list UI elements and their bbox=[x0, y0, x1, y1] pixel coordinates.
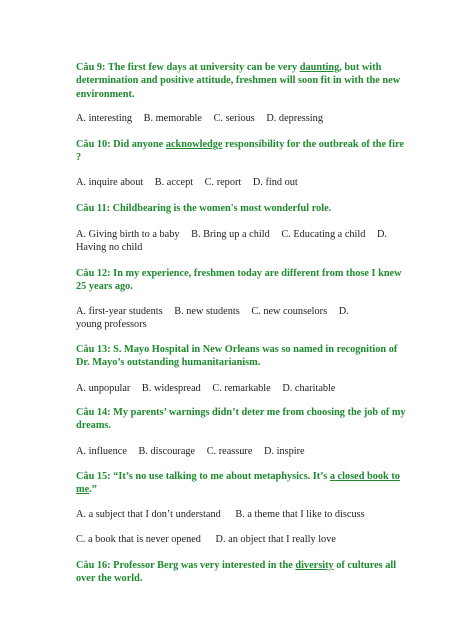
stem-text: Câu 16: Professor Berg was very interested in the bbox=[76, 560, 296, 571]
option-d: D. inspire bbox=[264, 446, 305, 457]
option-b: B. new students bbox=[174, 306, 240, 317]
option-a: A. a subject that I don’t understand bbox=[76, 509, 221, 520]
option-a: A. inquire about bbox=[76, 177, 144, 188]
option-d: D. depressing bbox=[266, 113, 323, 124]
option-a: A. first-year students bbox=[76, 306, 163, 317]
option-b: B. a theme that I like to discuss bbox=[235, 509, 365, 520]
question-15-options-row2 bbox=[76, 533, 416, 546]
option-d: D. an object that I really love bbox=[215, 534, 336, 545]
underlined-word: daunting bbox=[299, 62, 340, 73]
question-11-stem bbox=[76, 202, 408, 215]
option-b: B. Bring up a child bbox=[191, 229, 270, 240]
option-b: B. discourage bbox=[138, 446, 196, 457]
stem-text: .” bbox=[89, 484, 97, 496]
stem-text: responsibility for the outbreak of the fire ? bbox=[76, 139, 404, 164]
option-b: B. widespread bbox=[141, 383, 201, 394]
option-c: C. Educating a child bbox=[281, 229, 366, 240]
stem-text: Câu 10: Did anyone bbox=[76, 139, 166, 150]
underlined-phrase: a closed book to me bbox=[76, 471, 400, 496]
question-12-stem bbox=[76, 267, 408, 294]
option-c: C. a book that is never opened bbox=[76, 534, 201, 545]
question-13-stem bbox=[76, 343, 408, 370]
stem-text: Câu 13: S. Mayo Hospital in New Orleans was so named in recognition of Dr. Mayo’s outstanding humanitarianism. bbox=[76, 344, 398, 369]
underlined-word: diversity bbox=[295, 560, 334, 571]
stem-text: , but with determination and positive attitude, freshmen will soon fit in with the new environment. bbox=[76, 62, 401, 100]
question-14-stem bbox=[76, 406, 408, 433]
option-c: C. new counselors bbox=[251, 306, 328, 317]
question-9-stem bbox=[76, 61, 408, 101]
question-12-options bbox=[76, 305, 416, 318]
question-11-options-cont bbox=[76, 241, 416, 254]
stem-text: Câu 14: My parents’ warnings didn’t deter me from choosing the job of my dreams. bbox=[76, 407, 406, 432]
question-11-options bbox=[76, 228, 416, 241]
option-b: B. accept bbox=[154, 177, 194, 188]
option-a: A. Giving birth to a baby bbox=[76, 229, 180, 240]
option-d-text: Having no child bbox=[76, 242, 143, 253]
underlined-word: acknowledge bbox=[165, 139, 223, 150]
option-c: C. remarkable bbox=[212, 383, 271, 394]
stem-text: Câu 12: In my experience, freshmen today are different from those I knew 25 years ago. bbox=[76, 268, 402, 293]
option-c: C. serious bbox=[213, 113, 255, 124]
option-d: D. charitable bbox=[282, 383, 336, 394]
option-a: A. influence bbox=[76, 446, 127, 457]
option-c: C. report bbox=[204, 177, 242, 188]
option-d: D. find out bbox=[252, 177, 298, 188]
question-16-stem bbox=[76, 559, 408, 586]
question-15-options-row1 bbox=[76, 508, 416, 521]
option-c: C. reassure bbox=[206, 446, 253, 457]
question-10-stem bbox=[76, 138, 408, 165]
stem-text: Câu 15: “It’s no use talking to me about metaphysics. It’s bbox=[76, 471, 330, 482]
question-12-options-cont bbox=[76, 318, 416, 331]
option-b: B. memorable bbox=[143, 113, 202, 124]
option-a: A. unpopular bbox=[76, 383, 131, 394]
question-14-options bbox=[76, 445, 416, 458]
stem-text: of cultures all over the world. bbox=[76, 560, 397, 585]
option-d-label: D. bbox=[377, 229, 388, 240]
stem-text: Câu 9: The first few days at university can be very bbox=[76, 62, 300, 73]
question-15-stem bbox=[76, 470, 408, 497]
stem-text: Câu 11: Childbearing is the women's most wonderful role. bbox=[76, 203, 332, 214]
question-13-options bbox=[76, 382, 416, 395]
question-10-options bbox=[76, 176, 416, 189]
option-a: A. interesting bbox=[76, 113, 133, 124]
option-d-text: young professors bbox=[76, 319, 147, 330]
question-9-options bbox=[76, 112, 416, 125]
option-d-label: D. bbox=[338, 306, 349, 317]
